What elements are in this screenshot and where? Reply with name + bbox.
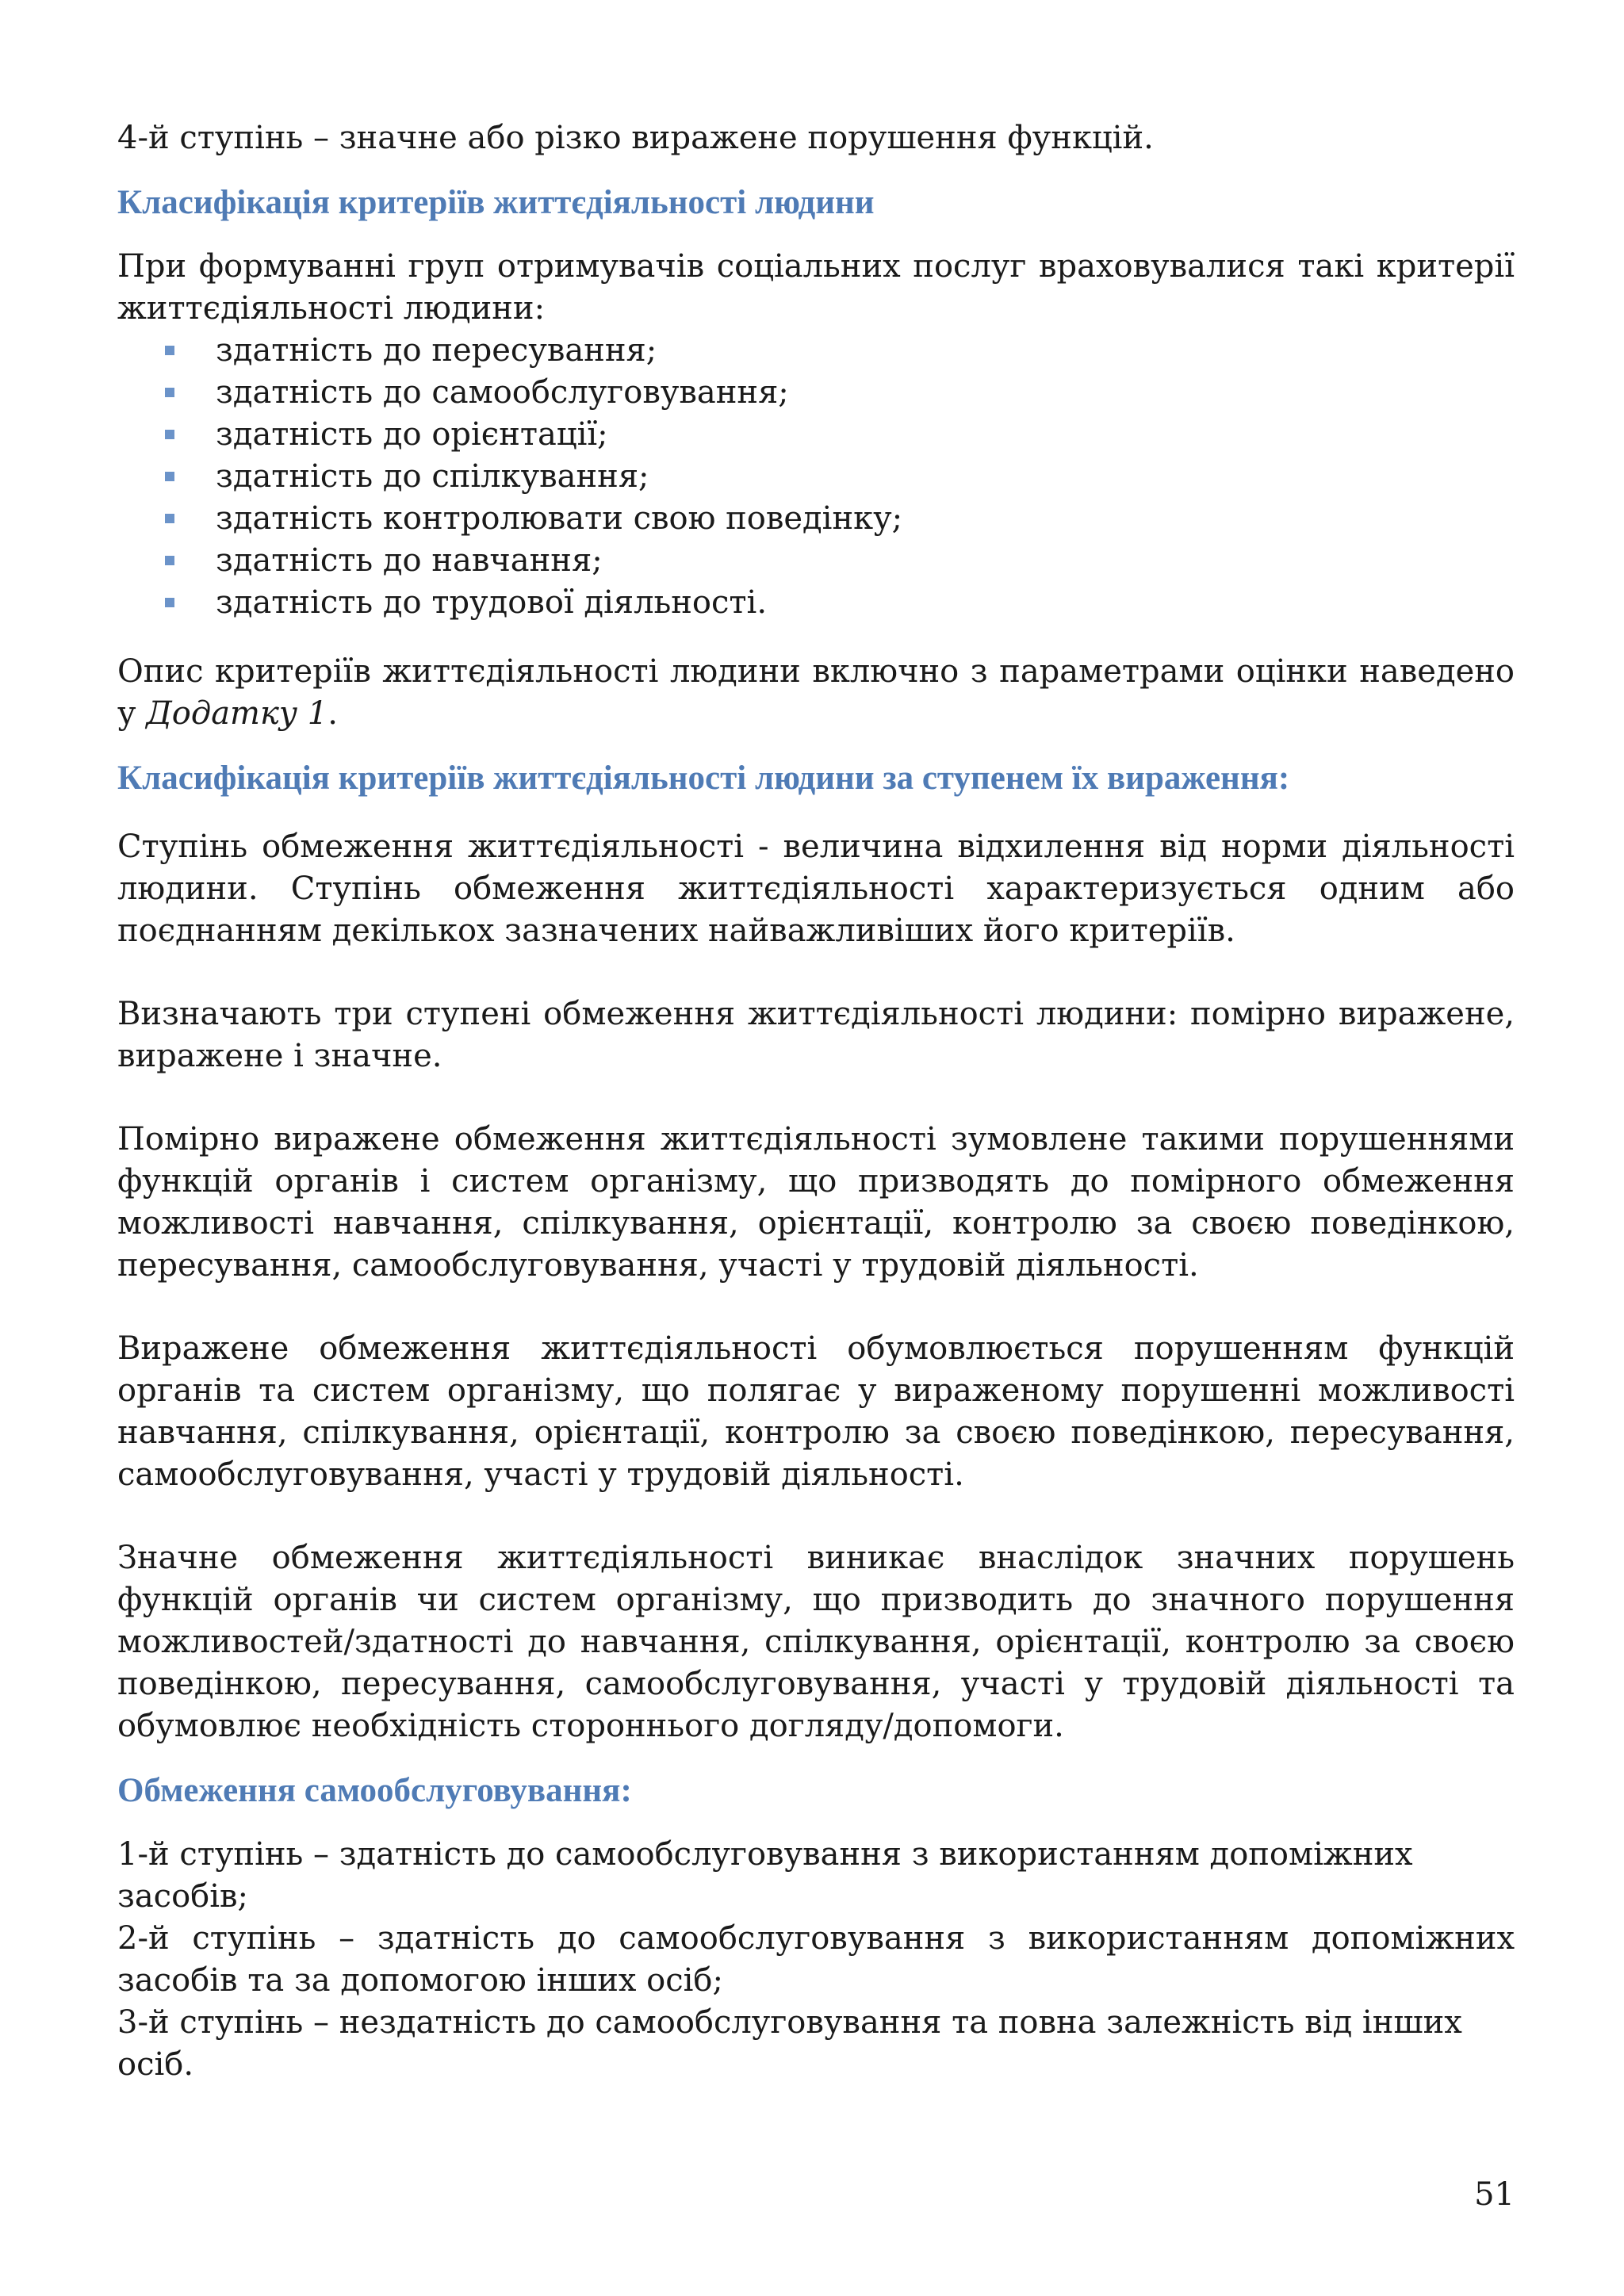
self-care-degree-3: 3-й ступінь – нездатність до самообслуговування та повна залежність від інших осіб. [117, 2004, 1462, 2083]
appendix-link: Додатку 1 [146, 695, 328, 732]
square-bullet-icon [165, 472, 174, 481]
square-bullet-icon [165, 598, 174, 607]
self-care-degree-2: 2-й ступінь – здатність до самообслуговування з використанням допоміжних засобів та за допомогою інших осіб; [117, 1920, 1515, 1999]
list-item-text: здатність контролювати свою поведінку; [216, 500, 903, 537]
section-heading-criteria: Класифікація критеріїв життєдіяльності людини [117, 184, 875, 221]
paragraph-degree-definition: Ступінь обмеження життєдіяльності - величина відхилення від норми діяльності людини. Ступінь обмеження життєдіяльності характеризується одним або поєднанням декількох зазначених найважливіших його критеріїв. [117, 828, 1515, 949]
appendix-note-text: Опис критеріїв життєдіяльності людини включно з параметрами оцінки наведено у [117, 653, 1515, 732]
square-bullet-icon [165, 430, 174, 439]
appendix-note-end: . [327, 695, 338, 732]
square-bullet-icon [165, 388, 174, 397]
list-item-text: здатність до самообслуговування; [216, 374, 789, 411]
list-item [165, 456, 1515, 498]
list-item-text: здатність до навчання; [216, 542, 603, 579]
page-number: 51 [1474, 2176, 1515, 2213]
paragraph-moderate: Помірно виражене обмеження життєдіяльності зумовлене такими порушеннями функцій органів і систем організму, що призводять до помірного обмеження можливості навчання, спілкування, орієнтації, контролю за своєю поведінкою, пересування, самообслуговування, участі у трудовій діяльності. [117, 1121, 1515, 1284]
list-item-text: здатність до орієнтації; [216, 416, 608, 453]
list-item [165, 330, 1515, 372]
list-item [165, 414, 1515, 456]
square-bullet-icon [165, 556, 174, 565]
paragraph-expressed: Виражене обмеження життєдіяльності обумовлюється порушенням функцій органів та систем організму, що полягає у вираженому порушенні можливості навчання, спілкування, орієнтації, контролю за своєю поведінкою, пересування, самообслуговування, участі у трудовій діяльності. [117, 1330, 1515, 1493]
paragraph-three-degrees: Визначають три ступені обмеження життєдіяльності людини: помірно виражене, виражене і значне. [117, 996, 1515, 1074]
self-care-degree-1: 1-й ступінь – здатність до самообслуговування з використанням допоміжних засобів; [117, 1836, 1413, 1915]
page-content [117, 117, 1515, 2086]
list-item [165, 372, 1515, 414]
list-item [165, 540, 1515, 582]
list-item [165, 582, 1515, 624]
list-item [165, 498, 1515, 540]
list-item-text: здатність до трудової діяльності. [216, 584, 768, 621]
square-bullet-icon [165, 346, 174, 355]
criteria-intro-paragraph: При формуванні груп отримувачів соціальних послуг враховувалися такі критерії життєдіяльності людини: [117, 248, 1515, 327]
list-item-text: здатність до спілкування; [216, 458, 649, 495]
section-heading-degrees: Класифікація критеріїв життєдіяльності людини за ступенем їх вираження: [117, 760, 1290, 797]
criteria-list [117, 330, 1515, 624]
list-item-text: здатність до пересування; [216, 332, 657, 369]
square-bullet-icon [165, 514, 174, 523]
section-heading-self-care: Обмеження самообслуговування: [117, 1772, 632, 1809]
appendix-reference-paragraph [117, 651, 1515, 735]
intro-line: 4-й ступінь – значне або різко виражене порушення функцій. [117, 120, 1154, 156]
paragraph-significant: Значне обмеження життєдіяльності виникає внаслідок значних порушень функцій органів чи систем організму, що призводить до значного порушення можливостей/здатності до навчання, спілкування, орієнтації, контролю за своєю поведінкою, пересування, самообслуговування, участі у трудовій діяльності та обумовлює необхідність стороннього догляду/допомоги. [117, 1540, 1515, 1744]
